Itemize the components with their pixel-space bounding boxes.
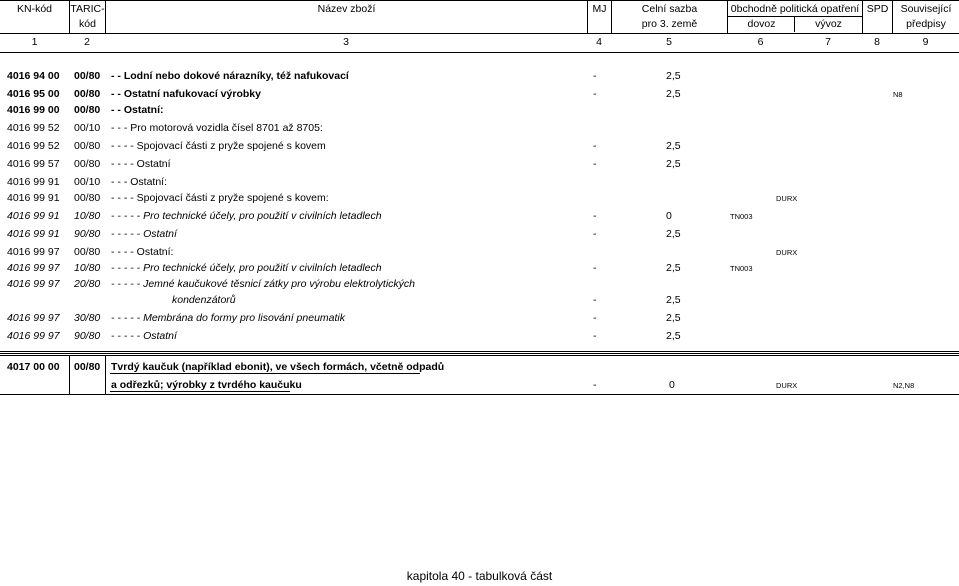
table-row [0,119,959,137]
table-row [0,291,959,309]
row-taric: 00/80 [74,158,101,170]
row-kn: 4016 99 97 [7,246,60,258]
row-name: - - - - Spojovací části z pryže spojené s kovem: [111,192,329,204]
column-numbers [0,34,959,53]
row-rate: 2,5 [666,312,681,324]
row-name: - - - - Spojovací části z pryže spojené s kovem [111,140,326,152]
row-taric: 90/80 [74,228,101,240]
row-mj: - [593,294,597,306]
row-kn: 4016 99 91 [7,228,60,240]
colnum-5: 5 [666,36,672,48]
header-mj-label: MJ [592,3,607,15]
row-mj: - [593,228,597,240]
row-rate: 2,5 [666,294,681,306]
row-taric: 20/80 [74,278,101,290]
row-name: - - - - - Ostatní [111,228,177,240]
row-mj: - [593,262,597,274]
colnum-6: 6 [757,36,764,48]
table-header [0,0,959,34]
row-name: - - - - Ostatní: [111,246,174,258]
row-export: DURX [776,194,798,203]
header-taric-label-top: TARIC- [70,3,105,15]
table-row [0,137,959,155]
header-rate-label-top: Celní sazba [641,3,698,15]
row-kn: 4016 95 00 [7,88,60,100]
row-taric: 00/80 [74,361,101,373]
colnum-8: 8 [874,36,880,48]
header-related [892,1,959,33]
header-trade-measures-label: 0bchodně politická opatření [730,3,860,15]
header-export-label: vývoz [815,18,842,30]
row-taric: 00/10 [74,122,101,134]
header-spd-label: SPD [866,3,889,15]
row-mj: - [593,158,597,170]
header-kn [0,1,69,33]
row-kn: 4016 99 97 [7,262,60,274]
colnum-2: 2 [84,36,90,48]
row-related: N2,N8 [893,381,915,390]
row-taric: 00/80 [74,192,101,204]
row-name: Tvrdý kaučuk (například ebonit), ve všech formách, včetně odpadů [111,361,445,373]
row-kn: 4016 99 91 [7,210,60,222]
row-name: - - - - - Membrána do formy pro lisování pneumatik [111,312,345,324]
row-import: TN003 [730,212,753,221]
row-export: DURX [776,248,798,257]
row-kn: 4016 99 97 [7,330,60,342]
row-name: - - - - - Pro technické účely, pro použití v civilních letadlech [111,210,382,222]
header-rate-label-bottom: pro 3. země [641,18,698,30]
header-related-label-top: Související [900,3,952,15]
row-rate: 2,5 [666,88,681,100]
row-name: - - Ostatní: [111,104,164,116]
row-rate: 2,5 [666,70,681,82]
colnum-7: 7 [825,36,831,48]
page-footer: kapitola 40 - tabulková část [406,569,553,583]
row-taric: 10/80 [74,262,101,274]
row-mj: - [593,140,597,152]
row-mj: - [593,210,597,222]
tariff-table [0,0,959,53]
row-mj: - [593,88,597,100]
header-taric [69,1,105,33]
row-export: DURX [776,381,798,390]
header-related-label-bottom: předpisy [906,18,946,30]
row-taric: 00/80 [74,70,101,82]
row-name: - - Lodní nebo dokové nárazníky, též nafukovací [111,70,349,82]
row-name: - - - - - Pro technické účely, pro použití v civilních letadlech [111,262,382,274]
row-import: TN003 [730,264,753,273]
table-row [0,155,959,173]
row-name: - - Ostatní nafukovací výrobky [111,88,261,100]
row-rate: 0 [669,379,675,391]
row-taric: 00/80 [74,88,101,100]
row-mj: - [593,379,597,391]
row-kn: 4016 99 91 [7,192,60,204]
row-taric: 00/10 [74,176,101,188]
header-taric-label-bottom: kód [79,18,96,30]
row-rate: 2,5 [666,158,681,170]
table-row [0,309,959,327]
row-name: - - - Pro motorová vozidla čísel 8701 až 8705: [111,122,323,134]
row-rate: 2,5 [666,228,681,240]
row-name: kondenzátorů [172,294,236,306]
row-kn: 4016 99 91 [7,176,60,188]
table-row [0,207,959,225]
row-kn: 4016 99 52 [7,140,60,152]
header-spd [862,1,892,33]
header-name-label: Název zboží [317,3,376,15]
colnum-1: 1 [31,36,38,48]
row-name: - - - - - Ostatní [111,330,177,342]
table-row [0,67,959,85]
colnum-9: 9 [922,36,929,48]
row-kn: 4016 99 57 [7,158,60,170]
row-rate: 2,5 [666,262,681,274]
row-name: - - - - Ostatní [111,158,171,170]
row-name: - - - Ostatní: [111,176,168,188]
header-rate [611,1,727,33]
row-mj: - [593,70,597,82]
row-name: - - - - - Jemné kaučukové těsnicí zátky pro výrobu elektrolytických [111,278,416,290]
table-row [0,101,959,119]
row-mj: - [593,312,597,324]
row-mj: - [593,330,597,342]
row-rate: 2,5 [666,330,681,342]
row-related: N8 [893,90,903,99]
colnum-4: 4 [596,36,602,48]
colnum-3: 3 [343,36,349,48]
row-taric: 00/80 [74,140,101,152]
row-kn: 4016 99 97 [7,312,60,324]
row-kn: 4017 00 00 [7,361,60,373]
row-taric: 10/80 [74,210,101,222]
row-taric: 00/80 [74,104,101,116]
row-kn: 4016 99 97 [7,278,60,290]
row-name: a odřezků; výrobky z tvrdého kaučuku [111,379,302,391]
row-rate: 0 [666,210,672,222]
row-taric: 90/80 [74,330,101,342]
row-kn: 4016 99 52 [7,122,60,134]
header-name [105,1,587,33]
row-kn: 4016 94 00 [7,70,60,82]
table-row [0,225,959,243]
row-taric: 30/80 [74,312,101,324]
table-row [0,327,959,345]
row-rate: 2,5 [666,140,681,152]
row-kn: 4016 99 00 [7,104,60,116]
header-mj [587,1,611,33]
table-row [0,189,959,207]
header-import-label: dovoz [747,18,776,30]
row-taric: 00/80 [74,246,101,258]
header-kn-label: KN-kód [16,3,52,15]
